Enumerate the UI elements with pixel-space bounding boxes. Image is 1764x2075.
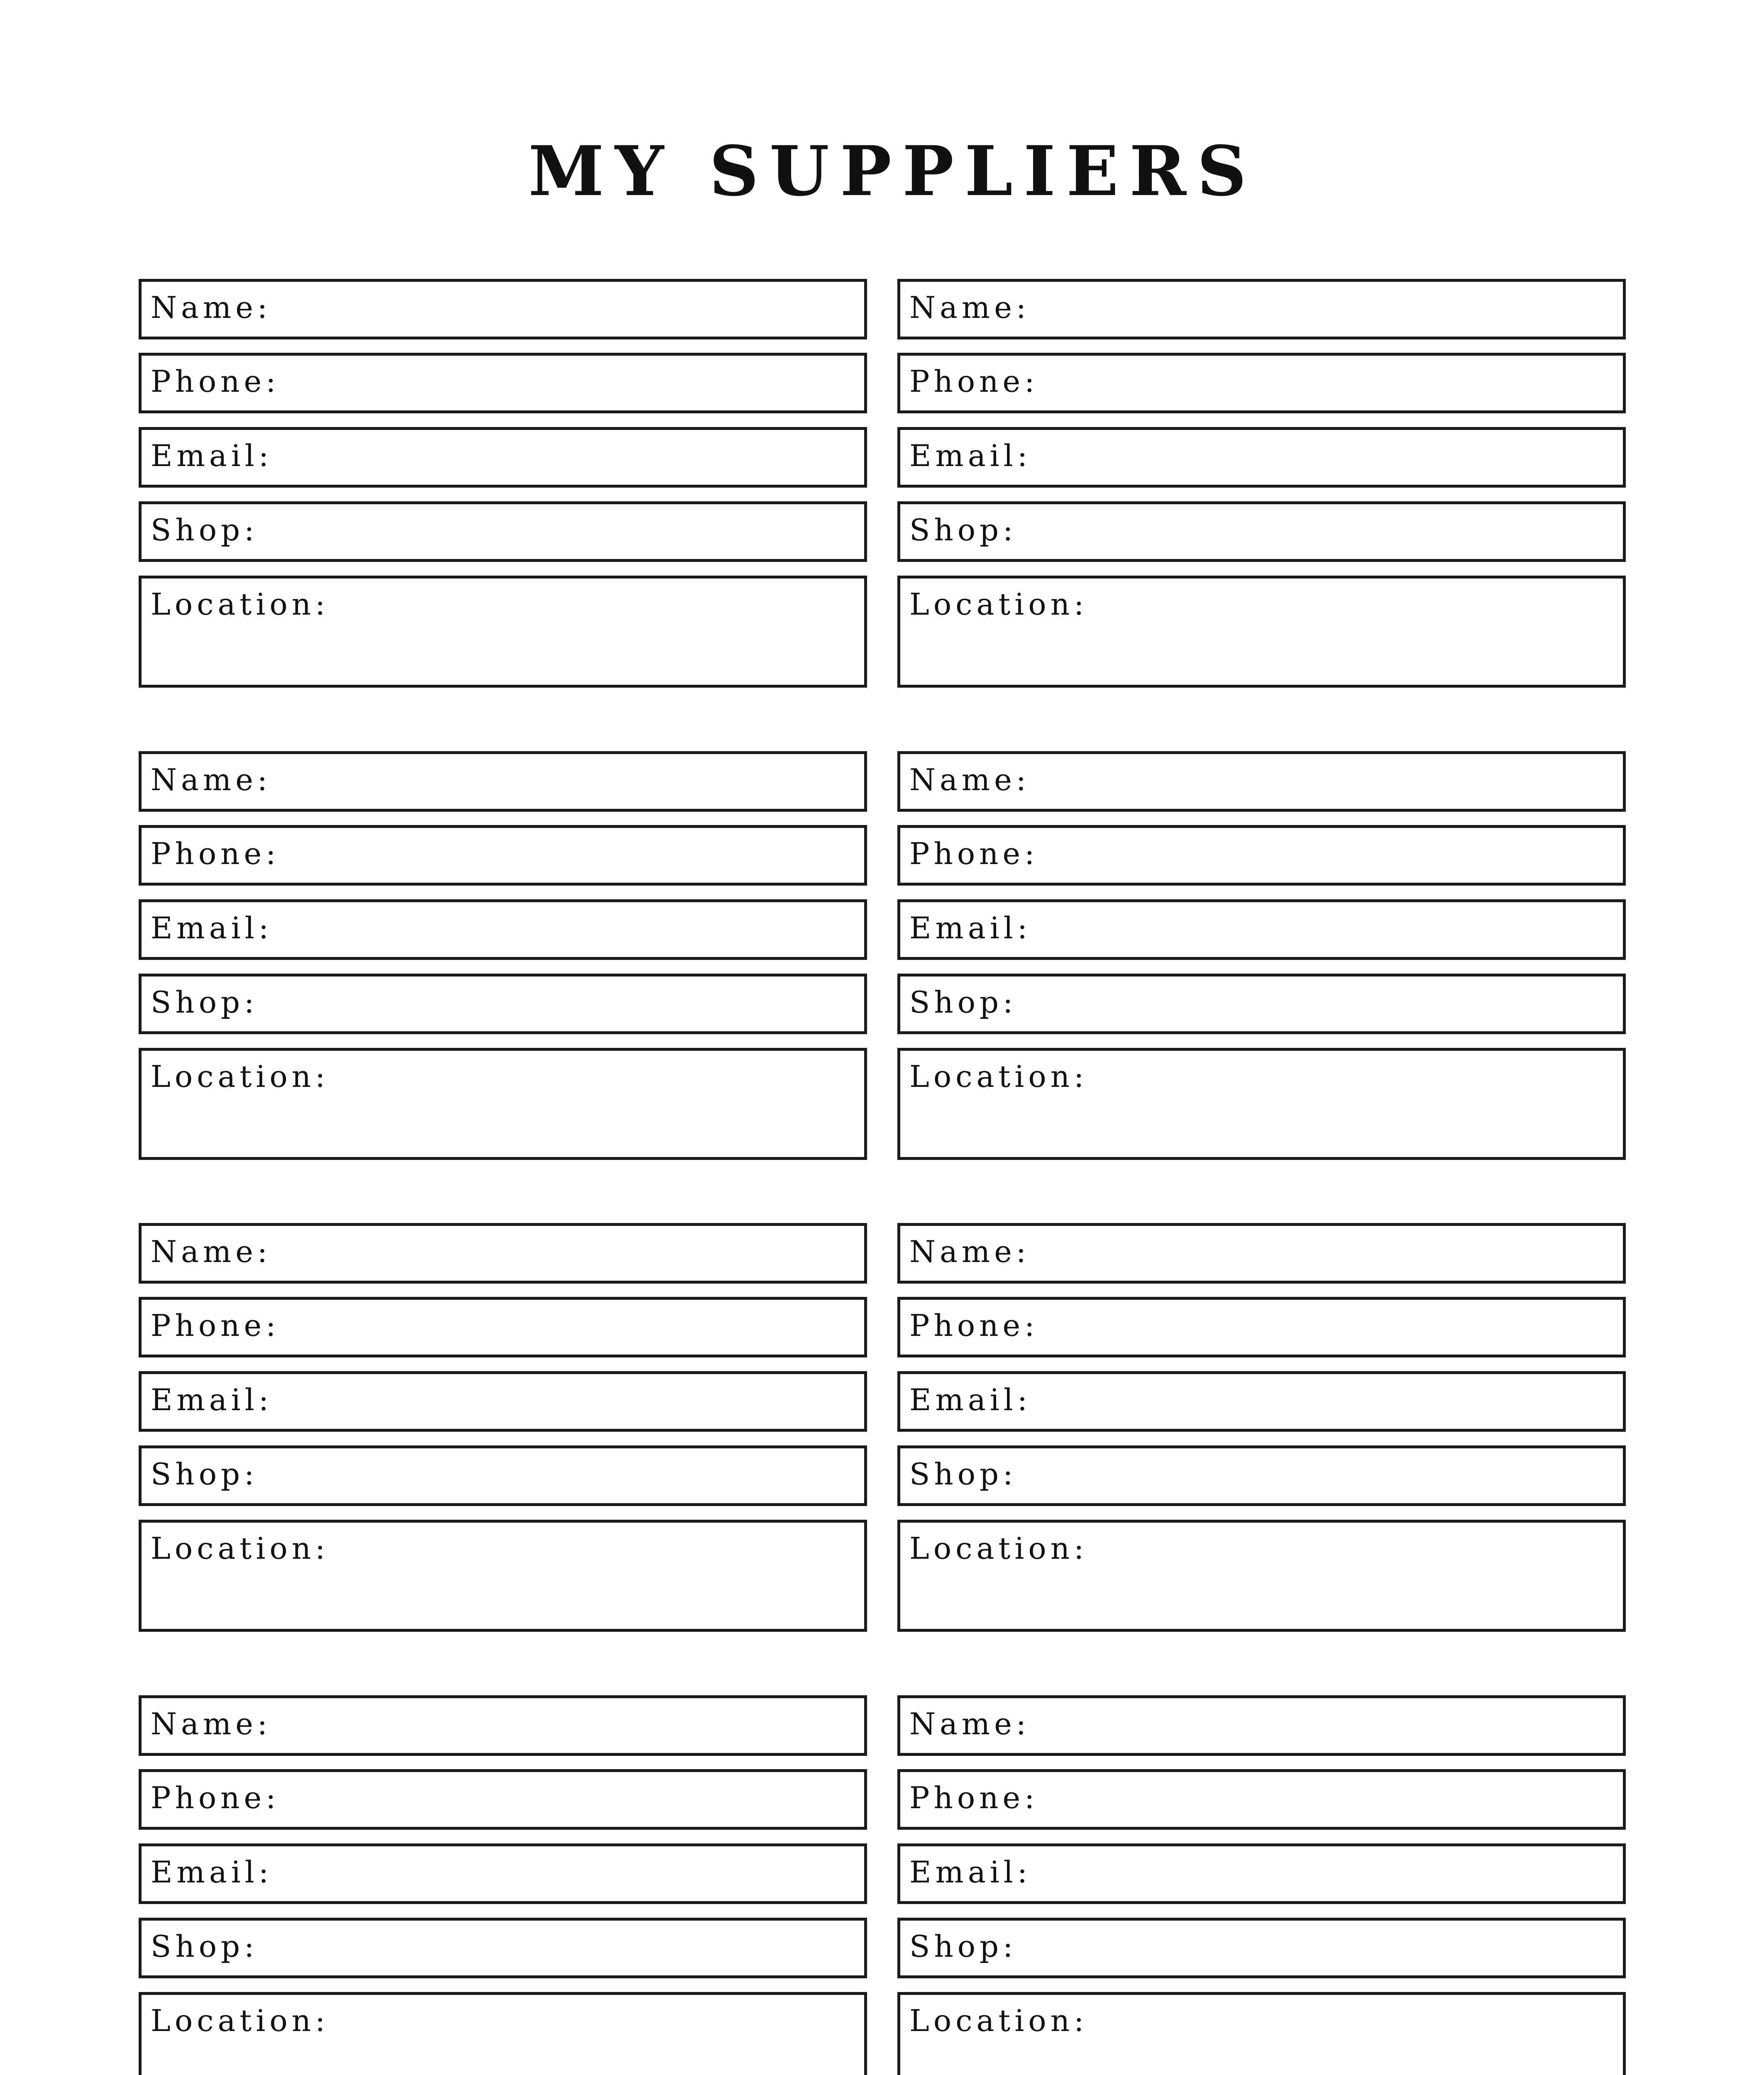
phone-field[interactable] <box>897 1297 1626 1357</box>
shop-label: Shop: <box>909 985 1017 1020</box>
location-label: Location: <box>151 1531 330 1566</box>
name-field[interactable] <box>897 751 1626 812</box>
location-field[interactable] <box>139 1048 867 1160</box>
email-label: Email: <box>151 1855 273 1889</box>
email-field[interactable] <box>897 899 1626 960</box>
shop-label: Shop: <box>909 1929 1017 1964</box>
email-label: Email: <box>909 1382 1032 1417</box>
name-label: Name: <box>909 1234 1031 1269</box>
location-field[interactable] <box>139 1520 867 1632</box>
shop-field[interactable] <box>139 501 867 562</box>
location-label: Location: <box>909 1059 1088 1094</box>
location-label: Location: <box>151 1059 330 1094</box>
location-field[interactable] <box>897 576 1626 688</box>
supplier-card-2 <box>897 279 1626 688</box>
location-field[interactable] <box>897 1992 1626 2075</box>
supplier-card-6 <box>897 1223 1626 1632</box>
email-field[interactable] <box>897 427 1626 488</box>
phone-label: Phone: <box>909 1780 1039 1815</box>
phone-label: Phone: <box>151 364 280 399</box>
email-field[interactable] <box>897 1371 1626 1432</box>
email-label: Email: <box>909 438 1032 473</box>
location-field[interactable] <box>897 1048 1626 1160</box>
email-label: Email: <box>151 1382 273 1417</box>
supplier-card-4 <box>897 751 1626 1160</box>
location-field[interactable] <box>897 1520 1626 1632</box>
phone-label: Phone: <box>151 1308 280 1343</box>
email-label: Email: <box>909 1855 1032 1889</box>
email-field[interactable] <box>139 899 867 960</box>
supplier-card-1 <box>139 279 867 688</box>
shop-label: Shop: <box>151 1457 259 1492</box>
supplier-card-8 <box>897 1695 1626 2075</box>
supplier-card-5 <box>139 1223 867 1632</box>
name-label: Name: <box>909 290 1031 325</box>
page-title: MY SUPPLIERS <box>528 131 1258 211</box>
phone-label: Phone: <box>151 836 280 871</box>
shop-field[interactable] <box>139 1445 867 1506</box>
name-field[interactable] <box>139 751 867 812</box>
name-field[interactable] <box>139 1223 867 1284</box>
shop-label: Shop: <box>151 1929 259 1964</box>
email-field[interactable] <box>139 1843 867 1904</box>
name-field[interactable] <box>139 279 867 339</box>
phone-label: Phone: <box>151 1780 280 1815</box>
name-label: Name: <box>151 762 272 797</box>
phone-field[interactable] <box>139 825 867 886</box>
name-field[interactable] <box>897 279 1626 339</box>
name-label: Name: <box>151 1706 272 1741</box>
name-field[interactable] <box>139 1695 867 1756</box>
name-field[interactable] <box>897 1695 1626 1756</box>
location-label: Location: <box>909 587 1088 622</box>
location-label: Location: <box>151 2003 330 2038</box>
email-field[interactable] <box>139 1371 867 1432</box>
phone-field[interactable] <box>139 1297 867 1357</box>
shop-label: Shop: <box>909 513 1017 547</box>
phone-label: Phone: <box>909 836 1039 871</box>
name-label: Name: <box>909 762 1031 797</box>
email-label: Email: <box>909 911 1032 945</box>
phone-label: Phone: <box>909 1308 1039 1343</box>
phone-field[interactable] <box>139 1769 867 1830</box>
shop-field[interactable] <box>897 1445 1626 1506</box>
phone-field[interactable] <box>897 825 1626 886</box>
phone-label: Phone: <box>909 364 1039 399</box>
phone-field[interactable] <box>139 353 867 413</box>
email-label: Email: <box>151 438 273 473</box>
shop-label: Shop: <box>151 513 259 547</box>
name-label: Name: <box>151 1234 272 1269</box>
phone-field[interactable] <box>897 1769 1626 1830</box>
shop-field[interactable] <box>139 1918 867 1978</box>
shop-label: Shop: <box>909 1457 1017 1492</box>
name-label: Name: <box>909 1706 1031 1741</box>
email-label: Email: <box>151 911 273 945</box>
supplier-card-7 <box>139 1695 867 2075</box>
supplier-card-3 <box>139 751 867 1160</box>
location-label: Location: <box>909 2003 1088 2038</box>
shop-field[interactable] <box>897 1918 1626 1978</box>
shop-label: Shop: <box>151 985 259 1020</box>
location-field[interactable] <box>139 1992 867 2075</box>
shop-field[interactable] <box>897 974 1626 1034</box>
email-field[interactable] <box>139 427 867 488</box>
shop-field[interactable] <box>139 974 867 1034</box>
name-label: Name: <box>151 290 272 325</box>
location-label: Location: <box>909 1531 1088 1566</box>
phone-field[interactable] <box>897 353 1626 413</box>
location-field[interactable] <box>139 576 867 688</box>
email-field[interactable] <box>897 1843 1626 1904</box>
name-field[interactable] <box>897 1223 1626 1284</box>
location-label: Location: <box>151 587 330 622</box>
shop-field[interactable] <box>897 501 1626 562</box>
